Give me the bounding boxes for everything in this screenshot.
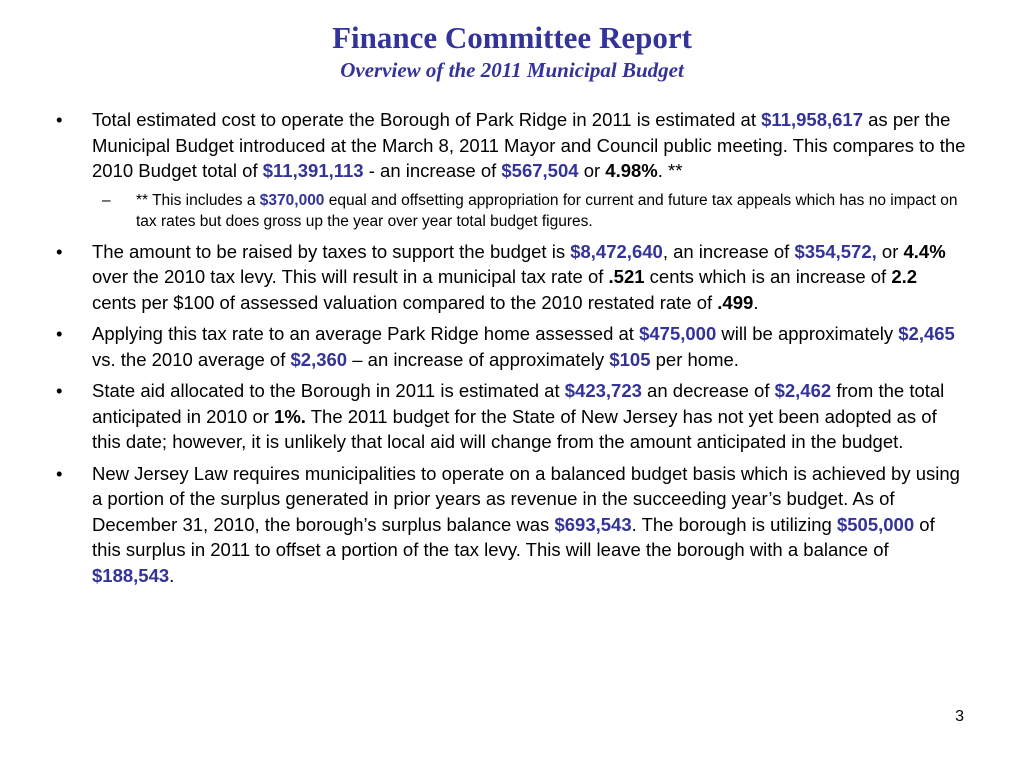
value-levy-increase: $354,572 (794, 240, 872, 262)
slide-subtitle: Overview of the 2011 Municipal Budget (340, 58, 684, 82)
text: – an increase of approximately (347, 348, 610, 370)
text: will be approximately (716, 323, 899, 344)
text: New Jersey Law requires municipalities to operate on a balanced budget basis which is achieved by using a portion of the surplus generated in prior years as revenue in the succeeding year’s budget. As of December 31, 2010, the borough’s surplus balance was (92, 462, 960, 535)
value-rate-increase: 2.2 (891, 266, 918, 287)
text: or (876, 240, 904, 262)
value-levy-increase-comma: , (871, 240, 877, 262)
text: State aid allocated to the Borough in 2011 is estimated at (92, 380, 565, 401)
text: over the 2010 tax levy. This will result in a municipal tax rate of (92, 266, 609, 287)
page-number: 3 (955, 708, 964, 725)
bullet-icon: • (56, 380, 63, 401)
value-surplus-balance: $693,543 (554, 513, 632, 535)
text: per home. (650, 348, 739, 370)
slide-body (56, 107, 966, 594)
text: from the total anticipated in 2010 or (92, 380, 945, 427)
value-home-assessed: $475,000 (639, 323, 717, 344)
bullet-total-cost (56, 107, 966, 184)
value-surplus-used: $505,000 (836, 513, 915, 535)
text: or (578, 160, 606, 181)
text: vs. the 2010 average of (92, 348, 291, 370)
value-taxes-raised: $8,472,640 (570, 240, 663, 262)
bullet-average-home (56, 321, 966, 372)
value-increase: $567,504 (501, 160, 579, 181)
bullet-tax-levy (56, 239, 966, 316)
text: Applying this tax rate to an average Park Ridge home assessed at (92, 323, 640, 344)
value-tax-2011: $2,465 (898, 323, 955, 344)
bullet-icon: • (56, 323, 63, 344)
value-levy-percent: 4.4% (903, 240, 946, 262)
text: . ** (657, 160, 683, 181)
value-tax-rate: .521 (608, 266, 645, 287)
text: Total estimated cost to operate the Borough of Park Ridge in 2011 is estimated at (92, 109, 762, 130)
text: cents per $100 of assessed valuation compared to the 2010 restated rate of (92, 291, 718, 313)
text: an decrease of (641, 380, 775, 401)
text: as per the Municipal Budget introduced at the March 8, 2011 Mayor and Council public meeting. This compares to the 2010 Budget total of (92, 109, 966, 181)
text: The 2011 budget for the State of New Jersey has not yet been adopted as of this date; however, it is unlikely that local aid will change from the amount anticipated in the budget. (92, 405, 937, 452)
slide-header (0, 18, 1024, 84)
bullet-state-aid (56, 378, 966, 455)
bullet-icon: • (56, 462, 63, 484)
text: cents which is an increase of (644, 266, 892, 287)
value-aid-decrease: $2,462 (774, 380, 832, 401)
value-increase-percent: 4.98% (605, 160, 658, 181)
text: . (169, 564, 175, 586)
value-total-2011: $11,958,617 (761, 109, 863, 130)
value-appropriation: $370,000 (259, 191, 325, 209)
text: . (753, 291, 759, 313)
text: - an increase of (363, 160, 502, 181)
value-remaining-balance: $188,543 (92, 564, 170, 586)
slide-title: Finance Committee Report (332, 20, 692, 55)
text: equal and offsetting appropriation for current and future tax appeals which has no impact on tax rates but does gross up the year over year total budget figures. (136, 191, 958, 230)
text: ** This includes a (136, 191, 260, 209)
value-aid-percent: 1%. (274, 405, 306, 427)
text: . The borough is utilizing (631, 513, 837, 535)
text: of this surplus in 2011 to offset a portion of the tax levy. This will leave the borough with a balance of (92, 513, 935, 560)
value-home-increase: $105 (609, 348, 651, 370)
value-total-2010: $11,391,113 (262, 160, 364, 181)
value-restated-rate: .499 (717, 291, 754, 313)
dash-icon: – (102, 191, 111, 209)
text: The amount to be raised by taxes to support the budget is (92, 240, 571, 262)
value-state-aid: $423,723 (564, 380, 642, 401)
bullet-icon: • (56, 109, 63, 130)
bullet-icon: • (56, 240, 63, 262)
bullet-surplus (56, 461, 966, 589)
value-tax-2010: $2,360 (290, 348, 348, 370)
sub-bullet-tax-appeals (56, 190, 966, 232)
text: , an increase of (662, 240, 795, 262)
